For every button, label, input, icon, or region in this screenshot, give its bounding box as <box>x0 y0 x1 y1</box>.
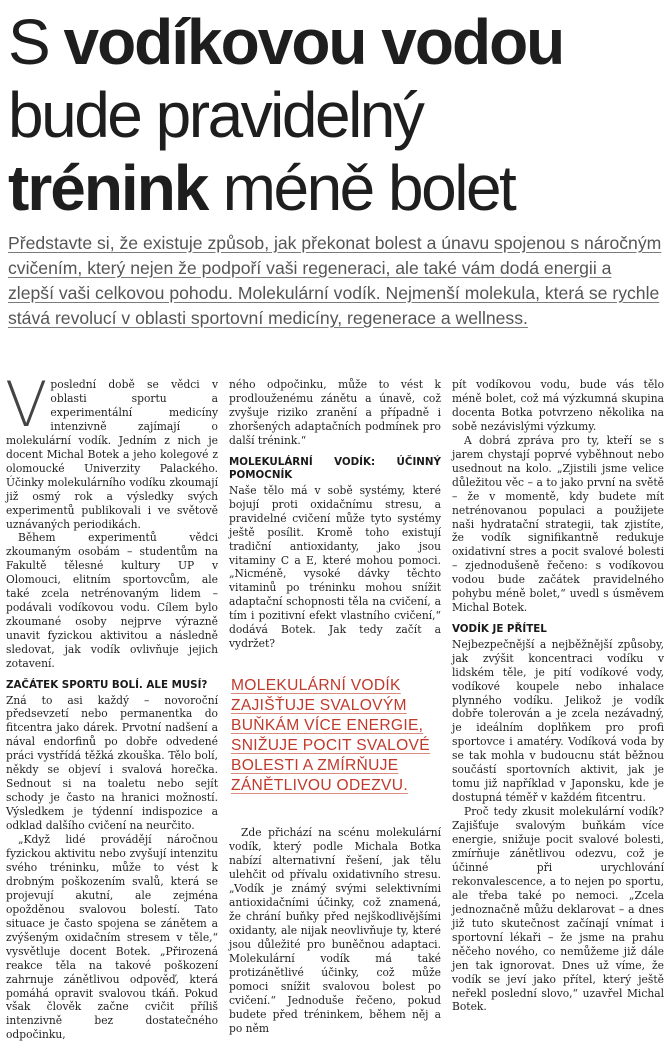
lead-paragraph: Představte si, že existuje způsob, jak překonat bolest a únavu spojenou s náročným cvičením, který nejen že podpoří vaši regeneraci, ale také vám dodá energii a zlepší vaši celkovou pohodu. Molekulární vodík. Nejmenší molekula, která se rychle stává revolucí v oblasti sportovní medicíny, regenerace a wellness. <box>8 233 662 328</box>
headline-part: méně bolet <box>207 152 515 224</box>
paragraph: Nejbezpečnější a nejběžnější způsoby, jak zvýšit koncentraci vodíku v lidském těle, je pití vodíkové vody, vodíkové koupele nebo inhalace plynného vodíku. Jelikož je vodík dobře tolerován a je zcela nezávadný, je ideálním doplňkem pro profi sportovce i amatéry. Vodíková voda by se tak mohla v budoucnu stát běžnou součástí sportovních aktivit, jak je tomu již například v Japonsku, kde je dostupná téměř v každém fitcentru. <box>452 637 664 805</box>
paragraph: Zná to asi každý – novoroční předsevzetí nebo permanentka do fitcentra jako dárek. Prvotní nadšení a nával endorfinů po dobře odvedené práci vystřídá těžká zkouška. Tělo bolí, někdy se objeví i svalová horečka. Sednout si na toaletu nebo sejít schody je často na hranici možností. Výsledkem je týdenní indispozice a odklad dalšího cvičení na neurčito. <box>6 693 218 833</box>
headline-line-3 <box>8 152 663 225</box>
section-heading: ZAČÁTEK SPORTU BOLÍ. ALE MUSÍ? <box>6 679 208 692</box>
headline <box>8 6 663 225</box>
pull-quote: MOLEKULÁRNÍ VODÍK ZAJIŠŤUJE SVALOVÝM BUŇKÁM VÍCE ENERGIE, SNIŽUJE POCIT SVALOVÉ BOLESTI A ZMÍRŇUJE ZÁNĚTLIVOU ODEZVU. <box>231 677 430 795</box>
headline-line-1 <box>8 6 663 79</box>
paragraph: A dobrá zpráva pro ty, kteří se s jarem chystají poprvé vyběhnout nebo usednout na kolo. „Zjistili jsme velice důležitou věc – a to jako první na světě – že v momentě, kdy budete mít netrénovanou populaci a použijete naši hydratační strategii, tak zjistíte, že vodík signifikantně redukuje oxidativní stres a pocit svalové bolesti – zjednodušeně řečeno: s vodíkovou vodou bude začátek pravidelného pohybu méně bolet,“ uvedl s úsměvem Michal Botek. <box>452 433 664 615</box>
paragraph: pít vodíkovou vodu, bude vás tělo méně bolet, což má výzkumná skupina docenta Botka potvrzeno několika na sobě nezávislými výzkumy. <box>452 378 664 433</box>
paragraph: ného odpočinku, může to vést k prodlouženému zánětu a únavě, což zvyšuje riziko zranění a případně i zhoršených adaptačních podmínek pro další trénink.“ <box>229 378 441 447</box>
drop-cap: V <box>5 368 48 441</box>
headline-bold-part: vodíkovou vodou <box>63 6 564 78</box>
article-column-2 <box>229 378 441 1035</box>
paragraph: „Když lidé provádějí náročnou fyzickou aktivitu nebo zvyšují intenzitu svého tréninku, může to vést k drobným poškozením svalů, která se projevují akutní, ale zejména opožděnou svalovou bolestí. Tato situace je často spojena se zánětem a zvýšeným oxidačním stresem v těle,“ vysvětluje docent Botek. „Přirozená reakce těla na takové poškození zahrnuje zánětlivou odpověď, která pomáhá opravit svalovou tkáň. Pokud však člověk začne cvičit příliš intenzivně bez dostatečného odpočinku, <box>6 833 218 1042</box>
section-heading: VODÍK JE PŘÍTEL <box>452 623 547 636</box>
section-heading: MOLEKULÁRNÍ VODÍK: ÚČINNÝ POMOCNÍK <box>229 455 441 482</box>
paragraph-text: poslední době se vědci v oblasti sportu a experimentální medicíny intenzivně zajímají o molekulární vodík. Jedním z nich je docent Michal Botek a jeho kolegové z olomoucké Univerzity Palackého. Účinky molekulárního vodíku zkoumají již osmý rok a výsledky svých experimentů publikovali i ve světově uznávaných periodikách. <box>6 378 218 531</box>
paragraph: Proč tedy zkusit molekulární vodík? Zajišťuje svalovým buňkám více energie, snižuje pocit svalové bolesti, zmírňuje zánětlivou odezvu, což je účinné při urychlování rekonvalescence, a to nejen po sportu, ale třeba také po nemoci. „Zcela jednoznačně můžu deklarovat – a dnes již tuto skutečnost začínají vnímat i sportovní lékaři – že jsme na prahu něčeho nového, co nemůžeme již dále jen tak ignorovat. Dnes už víme, že vodík se jeví jako přítel, který ještě neřekl poslední slovo,“ uzavřel Michal Botek. <box>452 805 664 1014</box>
headline-line-2: bude pravidelný <box>8 79 423 151</box>
article-column-1 <box>5 368 218 1042</box>
paragraph: Během experimentů vědci zkoumaným osobám – studentům na Fakultě tělesné kultury UP v Olomouci, elitním sportovcům, ale také zcela netrénovaným lidem – podávali vodíkovou vodu. Cílem bylo zkoumané osoby nejprve výrazně unavit fyzickou aktivitou a následně sledovat, jak vodík ovlivňuje jejich zotavení. <box>6 531 218 671</box>
headline-bold-part: trénink <box>8 152 208 224</box>
article-column-3 <box>452 378 664 1014</box>
paragraph: Zde přichází na scénu molekulární vodík, který podle Michala Botka nabízí alternativní řešení, jak tělu ulehčit od přívalu oxidativního stresu. „Vodík je známý svými selektivními antioxidačními účinky, což znamená, že chrání buňky před nejškodlivějšími oxidanty, ale nijak neovlivňuje ty, které jsou důležité pro buněčnou adaptaci. Molekulární vodík má také protizánětlivé účinky, což může pomoci snížit svalovou bolest po cvičení.“ Jednoduše řečeno, pokud budete před tréninkem, během něj a po něm <box>229 826 441 1035</box>
headline-part: S <box>8 6 64 78</box>
paragraph: Naše tělo má v sobě systémy, které bojují proti oxidačnímu stresu, a pravidelné cvičení může tyto systémy ještě posílit. Kromě toho existují tradiční antioxidanty, jako jsou vitaminy C a E, které mohou pomoci. „Nicméně, vysoké dávky těchto vitaminů po tréninku mohou snížit adaptační schopnosti těla na cvičení, a tím i pozitivní efekt vlastního cvičení,“ dodává Botek. Jak tedy začít a vydržet? <box>229 483 441 651</box>
paragraph <box>5 368 218 531</box>
